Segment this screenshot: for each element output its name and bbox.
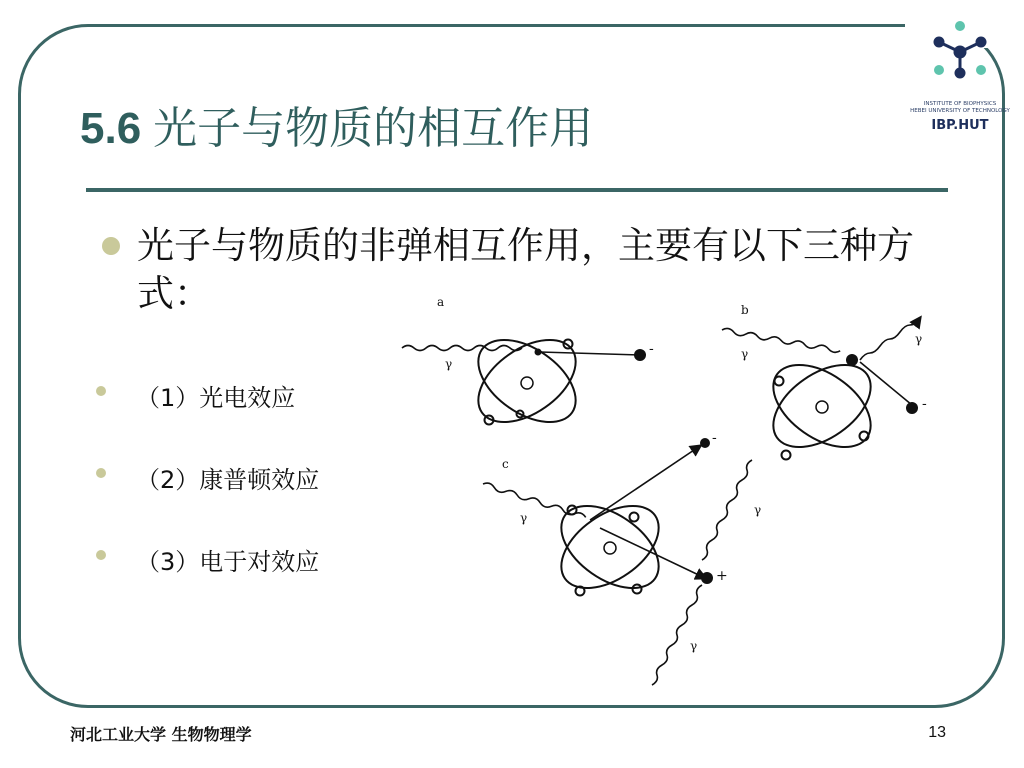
- bullet-dot-icon: [96, 386, 106, 396]
- page-number: 13: [928, 724, 946, 741]
- main-bullet-text: 光子与物质的非弹相互作用，主要有以下三种方式：: [137, 224, 914, 315]
- footer-institution: 河北工业大学 生物物理学: [70, 725, 252, 744]
- title-divider: [86, 188, 948, 192]
- logo-brand-b: HUT: [958, 118, 989, 133]
- logo-brand: [904, 118, 1016, 133]
- gamma-label: γ: [690, 639, 698, 653]
- logo-caption: [904, 101, 1016, 115]
- list-item-label: （2）康普顿效应: [136, 466, 320, 494]
- minus-label: -: [649, 341, 654, 357]
- panel-label-a: a: [437, 295, 445, 309]
- page-title: [80, 92, 593, 156]
- panel-label-b: b: [741, 303, 749, 317]
- list-item-label: （3）电于对效应: [136, 548, 320, 576]
- title-number: 5.6: [80, 104, 142, 153]
- bullet-dot-icon: [96, 468, 106, 478]
- bullet-dot-icon: [96, 550, 106, 560]
- minus-label: -: [712, 430, 717, 446]
- gamma-label: γ: [915, 332, 923, 346]
- electron-b-site: [846, 354, 858, 366]
- electron-c: [700, 438, 710, 448]
- gamma-label: γ: [445, 357, 453, 371]
- list-item-label: （1）光电效应: [136, 384, 296, 412]
- logo-line2: HEBEI UNIVERSITY OF TECHNOLOGY: [910, 108, 1010, 114]
- atom-b: [759, 348, 886, 464]
- minus-label: -: [922, 396, 927, 412]
- bullet-dot-icon: [102, 237, 120, 255]
- plus-label: +: [716, 568, 728, 584]
- gamma-label: γ: [520, 511, 528, 525]
- title-text: 光子与物质的相互作用: [153, 103, 594, 154]
- gamma-label: γ: [741, 347, 749, 361]
- logo-brand-a: IBP.: [931, 118, 959, 133]
- positron-c: [701, 572, 713, 584]
- panel-label-c: c: [502, 457, 509, 471]
- logo-line1: INSTITUTE OF BIOPHYSICS: [923, 101, 997, 107]
- gamma-label: γ: [754, 503, 762, 517]
- electron-b: [906, 402, 918, 414]
- electron-a: [634, 349, 646, 361]
- interaction-diagram: [395, 290, 955, 700]
